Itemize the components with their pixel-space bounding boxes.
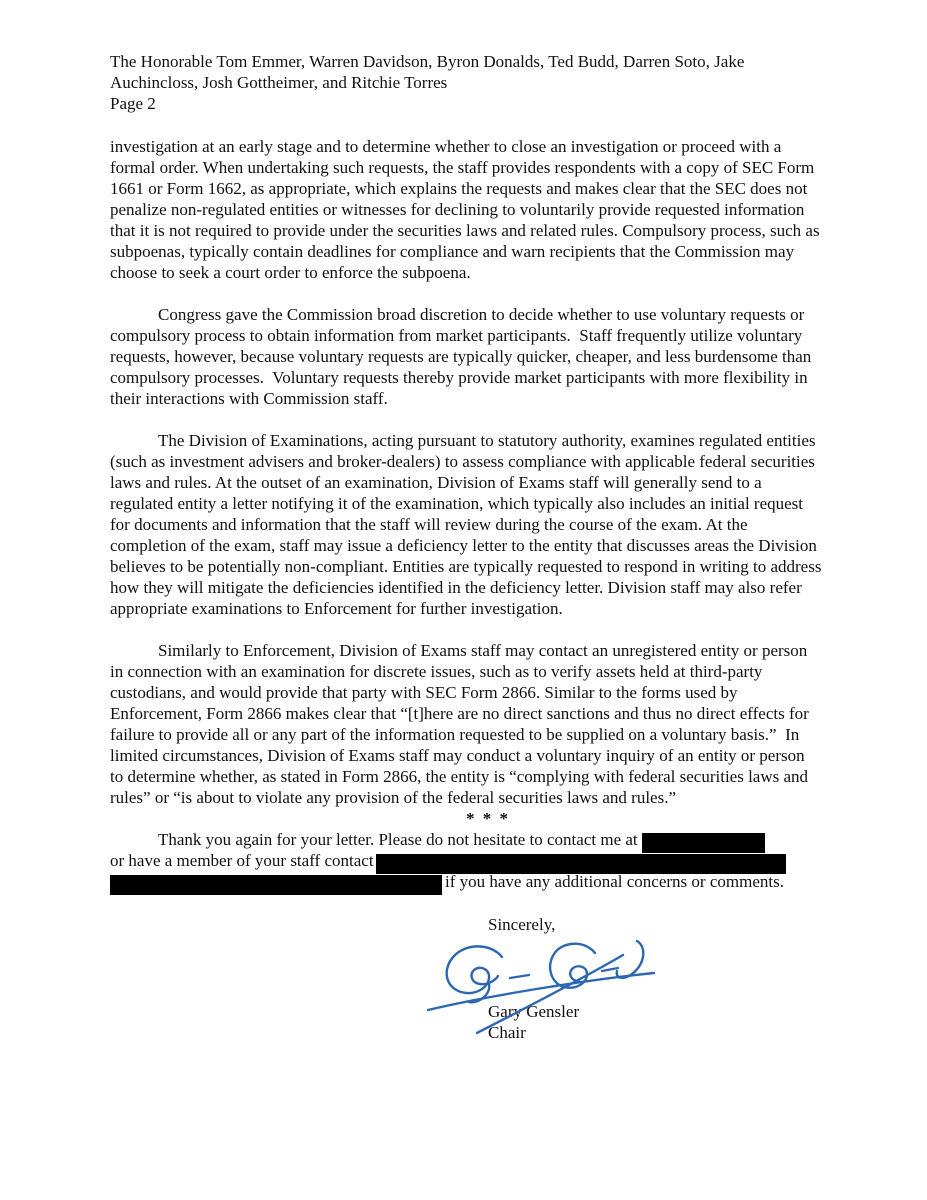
salutation: Sincerely, [488, 915, 556, 934]
page-number-label: Page 2 [110, 94, 156, 113]
signer-title: Chair [488, 1023, 526, 1042]
signature-block [110, 914, 822, 1043]
closing-text-3: if you have any additional concerns or comments. [445, 872, 784, 891]
redaction-bar-2 [376, 854, 786, 874]
body-paragraph-3: The Division of Examinations, acting pursuant to statutory authority, examines regulated entities (such as investment advisers and broker-dealers) to assess compliance with applicable federal securities laws and rules. At the outset of an examination, Division of Exams staff will generally send to a regulated entity a letter notifying it of the examination, which typically also includes an initial request for documents and information that the staff will review during the course of the exam. At the completion of the exam, staff may issue a deficiency letter to the entity that discusses areas the Division believes to be potentially non-compliant. Entities are typically requested to respond in writing to address how they will mitigate the deficiencies identified in the deficiency letter. Division staff may also refer appropriate examinations to Enforcement for further investigation. [110, 431, 826, 618]
closing-paragraph [110, 829, 822, 892]
recipients-line-2: Auchincloss, Josh Gottheimer, and Ritchie Torres [110, 73, 448, 92]
closing-text-1: Thank you again for your letter. Please do not hesitate to contact me at [158, 830, 638, 849]
letter-header [110, 51, 822, 114]
redaction-bar-1 [642, 833, 765, 853]
redaction-bar-3 [110, 875, 442, 895]
body-paragraph-1: investigation at an early stage and to determine whether to close an investigation or proceed with a formal order. When undertaking such requests, the staff provides respondents with a copy of SEC Form 1661 or Form 1662, as appropriate, which explains the requests and makes clear that the SEC does not penalize non-regulated entities or witnesses for declining to voluntarily provide requested information that it is not required to provide under the securities laws and related rules. Compulsory process, such as subpoenas, typically contain deadlines for compliance and warn recipients that the Commission may choose to seek a court order to enforce the subpoena. [110, 137, 824, 282]
recipients-line-1: The Honorable Tom Emmer, Warren Davidson, Byron Donalds, Ted Budd, Darren Soto, Jake [110, 52, 745, 71]
body-paragraph-4: Similarly to Enforcement, Division of Exams staff may contact an unregistered entity or person in connection with an examination for discrete issues, such as to verify assets held at third-party custodians, and would provide that party with SEC Form 2866. Similar to the forms used by Enforcement, Form 2866 makes clear that “[t]here are no direct sanctions and thus no direct effects for failure to provide all or any part of the information requested to be supplied on a voluntary basis.” In limited circumstances, Division of Exams staff may conduct a voluntary inquiry of an entity or person to determine whether, as stated in Form 2866, the entity is “complying with federal securities laws and rules” or “is about to violate any provision of the federal securities laws and rules.” [110, 641, 814, 807]
signer-name: Gary Gensler [488, 1002, 580, 1021]
asterisk-separator: * * * [466, 809, 510, 828]
body-paragraph-2: Congress gave the Commission broad discretion to decide whether to use voluntary requests or compulsory process to obtain information from market participants. Staff frequently utilize voluntary requests, however, because voluntary requests are typically quicker, cheaper, and less burdensome than compulsory processes. Voluntary requests thereby provide market participants with more flexibility in their interactions with Commission staff. [110, 305, 816, 408]
letter-content [110, 51, 826, 1043]
closing-text-2: or have a member of your staff contact [110, 851, 374, 870]
